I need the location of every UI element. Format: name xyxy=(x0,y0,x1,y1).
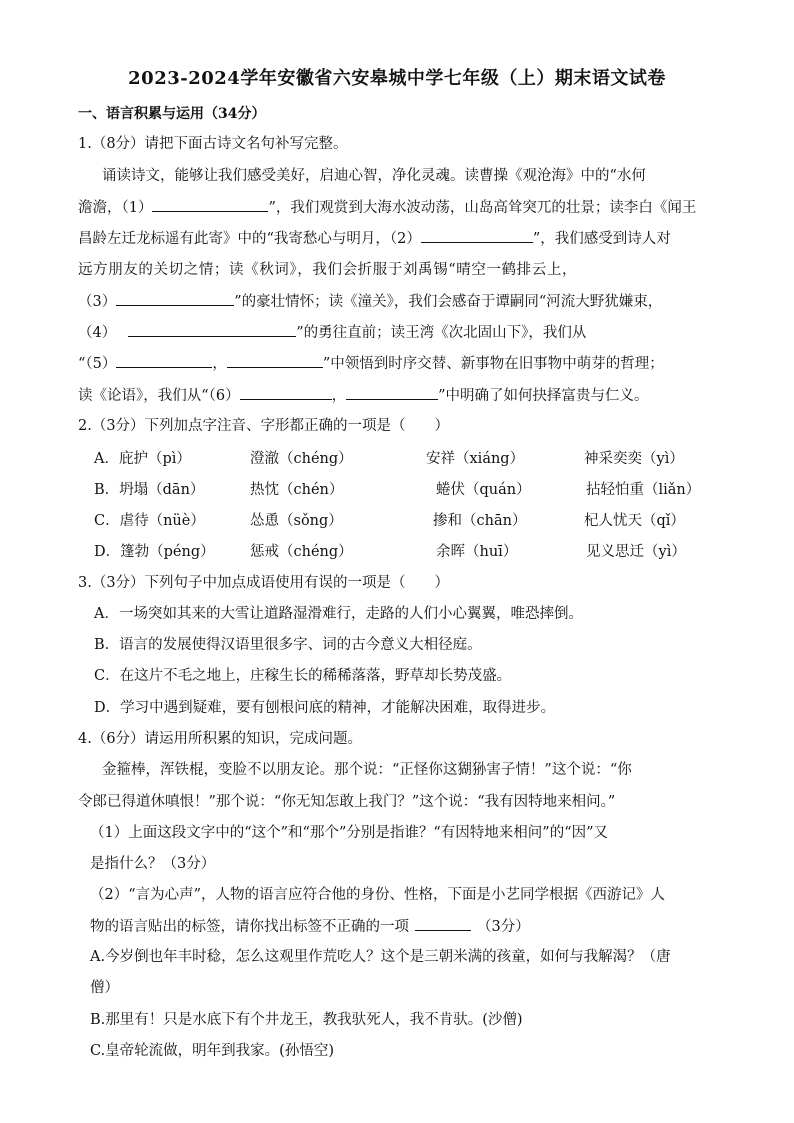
q4-option-c[interactable]: C.皇帝轮流做，明年到我家。(孙悟空) xyxy=(90,1043,334,1059)
q2-option-a-2: 澄澈（chéng） xyxy=(250,451,353,467)
q1-line-6 xyxy=(78,320,728,345)
q2-option-c-4: 杞人忧天（qǐ） xyxy=(584,513,685,529)
q3-option-c[interactable]: C．在这片不毛之地上，庄稼生长的稀稀落落，野草却长势茂盛。 xyxy=(94,668,512,684)
answer-blank-5a[interactable] xyxy=(116,351,212,368)
q1-line-8-a: 读《论语》，我们从“（6） xyxy=(78,388,240,404)
answer-blank-4[interactable] xyxy=(128,320,296,337)
q2-option-c-2: 怂恿（sǒng） xyxy=(250,513,343,529)
q1-line-7 xyxy=(78,351,728,376)
q2-option-a-1[interactable]: A．庇护（pì） xyxy=(94,451,191,467)
q1-line-5-b: ”的豪壮情怀；读《潼关》，我们会感奋于谭嗣同“河流大野犹嫌束， xyxy=(234,294,663,310)
q1-line-2-a: 澹澹，（1） xyxy=(78,200,153,216)
answer-blank-1[interactable] xyxy=(152,195,268,212)
q4-sub1-line-1: （1）上面这段文字中的“这个”和“那个”分别是指谁？“有因特地来相问”的“因”又 xyxy=(90,825,609,841)
q2-option-b-2: 热忱（chén） xyxy=(250,482,344,498)
q2-option-a-4: 神采奕奕（yì） xyxy=(584,451,684,467)
q2-option-c-3: 掺和（chān） xyxy=(433,513,527,529)
q1-line-4: 远方朋友的关切之情；读《秋词》，我们会折服于刘禹锡“晴空一鹤排云上， xyxy=(78,262,578,278)
q2-option-d-3: 余晖（huī） xyxy=(436,544,518,560)
answer-blank-6a[interactable] xyxy=(240,383,332,400)
q2-option-b-3: 蜷伏（quán） xyxy=(436,482,531,498)
q2-option-c-1[interactable]: C．虐待（nüè） xyxy=(94,513,205,529)
answer-blank-3[interactable] xyxy=(116,289,234,306)
q1-line-5-a: （3） xyxy=(78,294,117,310)
q2-option-b-4: 拈轻怕重（liǎn） xyxy=(586,482,701,498)
q1-line-5 xyxy=(78,289,728,314)
q1-line-8-b: ， xyxy=(331,388,347,404)
q4-sub2-line-2-text: 物的语言贴出的标签，请你找出标签不正确的一项 xyxy=(90,919,409,935)
q1-line-2-b: ”，我们观赏到大海水波动荡，山岛高耸突兀的壮景；读李白《闻王 xyxy=(268,200,697,216)
q1-line-8-c: ”中明确了如何抉择富贵与仁义。 xyxy=(438,388,649,404)
q1-line-6-b: ”的勇往直前；读王湾《次北固山下》，我们从 xyxy=(296,325,587,341)
q4-sub2-line-1: （2）“言为心声”，人物的语言应符合他的身份、性格，下面是小艺同学根据《西游记》人 xyxy=(90,887,666,903)
q4-stem: 4.（6分）请运用所积累的知识，完成问题。 xyxy=(78,731,363,747)
q4-option-a-line-1[interactable]: A.今岁倒也年丰时稔，怎么这观里作荒吃人？这个是三朝米满的孩童，如何与我解渴？（唐 xyxy=(90,949,671,965)
q3-option-b[interactable]: B．语言的发展使得汉语里很多字、词的古今意义大相径庭。 xyxy=(94,637,482,653)
answer-blank-q4[interactable] xyxy=(415,914,471,931)
answer-blank-2[interactable] xyxy=(421,226,533,243)
q4-option-a-line-2: 僧） xyxy=(90,980,119,996)
q4-passage-line-1: 金箍棒，浑铁棍，变脸不以朋友论。那个说：“正怪你这猢狲害子情！”这个说：“你 xyxy=(102,762,632,778)
q1-line-3-a: 昌龄左迁龙标遥有此寄》中的“我寄愁心与明月，（2） xyxy=(78,231,421,247)
q1-line-1: 诵读诗文，能够让我们感受美好，启迪心智，净化灵魂。读曹操《观沧海》中的“水何 xyxy=(102,168,646,184)
q1-stem: 1.（8分）请把下面古诗文名句补写完整。 xyxy=(78,136,348,152)
q1-line-7-b: ， xyxy=(212,356,227,372)
q4-option-b[interactable]: B.那里有！只是水底下有个井龙王，教我驮死人，我不肯驮。(沙僧) xyxy=(90,1012,523,1028)
q1-line-3-b: ”，我们感受到诗人对 xyxy=(532,231,671,247)
q1-line-7-c: ”中领悟到时序交替、新事物在旧事物中萌芽的哲理； xyxy=(322,356,664,372)
q4-sub2-score: （3分） xyxy=(477,919,530,935)
answer-blank-6b[interactable] xyxy=(346,383,438,400)
q4-passage-line-2: 令郎已得道休嗔恨！”那个说：“你无知怎敢上我门？”这个说：“我有因特地来相问。” xyxy=(78,794,616,810)
q4-sub1-line-2: 是指什么？（3分） xyxy=(90,856,216,872)
answer-blank-5b[interactable] xyxy=(227,351,323,368)
q2-option-a-3: 安祥（xiáng） xyxy=(426,451,525,467)
q1-line-3 xyxy=(78,226,728,251)
q1-line-6-a: （4） xyxy=(78,325,117,341)
section-heading: 一、语言积累与运用（34分） xyxy=(78,106,266,122)
q2-option-b-1[interactable]: B．坍塌（dān） xyxy=(94,482,205,498)
q1-line-2 xyxy=(78,195,728,220)
q1-line-7-a: “（5） xyxy=(78,356,117,372)
q1-line-8 xyxy=(78,383,728,408)
page-title: 2023-2024学年安徽省六安皋城中学七年级（上）期末语文试卷 xyxy=(128,68,666,89)
q2-option-d-4: 见义思迁（yì） xyxy=(586,544,686,560)
q4-sub2-line-2 xyxy=(90,914,740,939)
q3-stem: 3.（3分）下列句子中加点成语使用有误的一项是（ ） xyxy=(78,575,450,591)
q3-option-a[interactable]: A．一场突如其来的大雪让道路湿滑难行，走路的人们小心翼翼，唯恐摔倒。 xyxy=(94,606,583,622)
q2-option-d-2: 惩戒（chéng） xyxy=(250,544,353,560)
q2-option-d-1[interactable]: D．篷勃（péng） xyxy=(94,544,215,560)
q3-option-d[interactable]: D．学习中遇到疑难，要有刨根问底的精神，才能解决困难，取得进步。 xyxy=(94,700,556,716)
q2-stem: 2.（3分）下列加点字注音、字形都正确的一项是（ ） xyxy=(78,418,450,434)
